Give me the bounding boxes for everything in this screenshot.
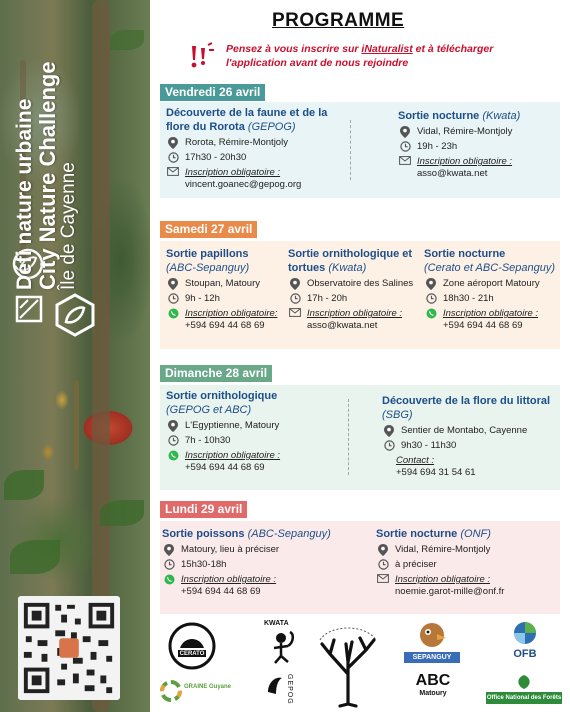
whatsapp-icon — [164, 574, 175, 585]
mail-icon — [167, 167, 179, 176]
event-place: Zone aéroport Matoury — [443, 278, 540, 289]
registration-label: Inscription obligatoire : — [417, 156, 513, 167]
alert-suffix: et à télécharger l'application avant de nous rejoindre — [226, 43, 494, 69]
location-pin-icon — [168, 137, 178, 149]
event-time: 18h30 - 21h — [443, 293, 494, 304]
event-card — [288, 247, 420, 332]
tree-icon — [310, 618, 386, 708]
event-divider — [348, 399, 349, 475]
event-time: 7h - 10h30 — [185, 435, 231, 446]
registration-label: Inscription obligatoire : — [185, 450, 281, 461]
onf-leaf-icon — [514, 674, 534, 690]
event-divider — [350, 120, 351, 180]
mail-icon — [377, 574, 389, 583]
event-organizer: (Kwata) — [328, 262, 367, 274]
event-place: Stoupan, Matoury — [185, 278, 260, 289]
abc-sub-label: Matoury — [419, 690, 447, 697]
clock-icon — [400, 141, 411, 152]
event-card — [166, 247, 284, 332]
event-title: Sortie ornithologique et tortues — [288, 248, 413, 274]
bird-icon — [264, 672, 286, 698]
event-title: Sortie ornithologique — [166, 390, 278, 402]
day-panel-vendredi — [160, 102, 560, 198]
clock-icon — [168, 435, 179, 446]
whatsapp-icon — [426, 308, 437, 319]
event-organizer: (SBG) — [382, 409, 413, 421]
event-title: Sortie poissons — [162, 528, 245, 540]
botanical-society-logo — [310, 618, 386, 708]
event-title: Sortie nocturne — [424, 248, 506, 260]
registration-label: Inscription obligatoire : — [307, 308, 403, 319]
event-place: Matoury, lieu à préciser — [181, 544, 280, 555]
event-place: Rorota, Rémire-Montjoly — [185, 137, 288, 148]
event-time: 9h - 12h — [185, 293, 220, 304]
event-contact[interactable]: asso@kwata.net — [417, 168, 488, 179]
event-place: Observatoire des Salines — [307, 278, 414, 289]
event-card — [398, 109, 558, 180]
sidebar-photo — [0, 0, 150, 712]
mail-icon — [399, 156, 411, 165]
qr-code-icon[interactable] — [18, 596, 120, 700]
clock-icon — [378, 559, 389, 570]
location-pin-icon — [168, 278, 178, 290]
cerato-label: CERATO — [179, 651, 205, 657]
day-label-samedi: Samedi 27 avril — [160, 221, 257, 238]
event-place: Vidal, Rémire-Montjoly — [395, 544, 491, 555]
sepanguy-label: SEPANGUY — [404, 652, 460, 663]
inaturalist-link[interactable]: iNaturalist — [361, 43, 413, 55]
graine-label: GRAINE Guyane — [184, 684, 232, 690]
cnc-square-logo-icon — [14, 294, 44, 324]
event-organizer: (ABC-Sepanguy) — [247, 528, 331, 540]
event-card — [376, 527, 558, 598]
event-card — [424, 247, 560, 332]
event-card — [166, 389, 344, 474]
day-label-vendredi: Vendredi 26 avril — [160, 84, 265, 101]
event-place: L'Egyptienne, Matoury — [185, 420, 280, 431]
abc-matoury-logo — [410, 672, 456, 708]
sidebar-title-line2: City Nature Challenge — [35, 61, 61, 290]
alert-message — [226, 42, 526, 70]
event-time: 9h30 - 11h30 — [401, 440, 457, 451]
gepog-label: GEPOG — [286, 674, 293, 705]
day-label-dimanche: Dimanche 28 avril — [160, 365, 272, 382]
kwata-gepog-logo — [262, 620, 302, 706]
event-time: 17h - 20h — [307, 293, 348, 304]
mail-icon — [289, 308, 301, 317]
clock-icon — [290, 293, 301, 304]
location-pin-icon — [384, 425, 394, 437]
event-time: 19h - 23h — [417, 141, 458, 152]
event-place: Vidal, Rémire-Montjoly — [417, 126, 513, 137]
alert-prefix: Pensez à vous inscrire sur — [226, 43, 362, 55]
event-organizer: (ONF) — [460, 528, 491, 540]
abc-label: ABC — [415, 672, 451, 689]
location-pin-icon — [378, 544, 388, 556]
event-contact[interactable]: noemie.garot-mille@onf.fr — [395, 586, 505, 597]
registration-label: Inscription obligatoire : — [395, 574, 491, 585]
graine-logo — [160, 676, 230, 706]
registration-label: Inscription obligatoire: — [185, 308, 278, 319]
clock-icon — [168, 293, 179, 304]
onf-logo — [486, 674, 562, 708]
registration-label: Inscription obligatoire : — [181, 574, 277, 585]
cerato-logo — [168, 622, 216, 670]
event-organizer: (ABC-Sepanguy) — [166, 262, 250, 274]
location-pin-icon — [426, 278, 436, 290]
event-organizer: (Cerato et ABC-Sepanguy) — [424, 262, 556, 274]
clock-icon — [168, 152, 179, 163]
location-pin-icon — [290, 278, 300, 290]
event-contact[interactable]: +594 694 44 68 69 — [185, 462, 265, 473]
whatsapp-icon — [168, 308, 179, 319]
clock-icon — [164, 559, 175, 570]
bird-head-icon — [417, 620, 447, 650]
sidebar-title-line1: Défi nature urbaine — [13, 98, 36, 290]
event-title: Découverte de la flore du littoral — [382, 395, 551, 407]
event-card — [166, 106, 344, 191]
location-pin-icon — [400, 126, 410, 138]
location-pin-icon — [168, 420, 178, 432]
event-contact[interactable]: +594 694 44 68 69 — [185, 320, 265, 331]
page-title: PROGRAMME — [272, 10, 405, 31]
event-organizer: (GEPOG) — [247, 121, 296, 133]
ofb-logo — [500, 620, 550, 668]
event-title: Sortie nocturne — [398, 110, 480, 122]
event-contact[interactable]: +594 694 44 68 69 — [181, 586, 261, 597]
ofb-label: OFB — [513, 648, 537, 660]
event-contact[interactable]: asso@kwata.net — [307, 320, 378, 331]
event-organizer: (GEPOG et ABC) — [166, 404, 252, 416]
day-panel-dimanche — [160, 385, 560, 490]
event-place: Sentier de Montabo, Cayenne — [401, 425, 528, 436]
clock-icon — [426, 293, 437, 304]
whatsapp-icon — [168, 450, 179, 461]
sidebar-title — [14, 10, 79, 290]
event-card — [162, 527, 362, 598]
location-pin-icon — [164, 544, 174, 556]
day-panel-samedi — [160, 241, 560, 349]
event-contact[interactable]: +594 694 44 68 69 — [443, 320, 523, 331]
day-panel-lundi — [160, 521, 560, 614]
event-contact[interactable]: +594 694 31 54 61 — [396, 467, 476, 478]
event-time: 15h30-18h — [181, 559, 227, 570]
event-title: Sortie papillons — [166, 248, 249, 260]
event-organizer: (Kwata) — [482, 110, 521, 122]
event-time: à préciser — [395, 559, 437, 570]
registration-label: Inscription obligatoire : — [443, 308, 539, 319]
ofb-globe-icon — [512, 620, 538, 646]
registration-label: Inscription obligatoire : — [185, 167, 281, 178]
kwata-label: KWATA — [264, 620, 289, 627]
sidebar-title-line3: Île de Cayenne — [58, 162, 80, 290]
event-contact[interactable]: vincent.goanec@gepog.org — [185, 179, 302, 190]
cerato-badge-icon — [168, 622, 216, 670]
day-label-lundi: Lundi 29 avril — [160, 501, 247, 518]
monkey-icon — [264, 630, 298, 664]
graine-circle-icon — [160, 680, 182, 702]
contact-label: Contact : — [396, 455, 435, 466]
onf-label: Office National des Forêts — [486, 692, 562, 704]
event-title: Découverte de la faune et de la flore du Rorota — [166, 107, 328, 133]
alert-exclamation-icon — [186, 42, 216, 70]
clock-icon — [384, 440, 395, 451]
sepanguy-logo — [404, 620, 460, 666]
event-title: Sortie nocturne — [376, 528, 458, 540]
event-time: 17h30 - 20h30 — [185, 152, 247, 163]
event-card — [382, 394, 558, 479]
cnc-hexagon-logo-icon — [52, 292, 98, 338]
